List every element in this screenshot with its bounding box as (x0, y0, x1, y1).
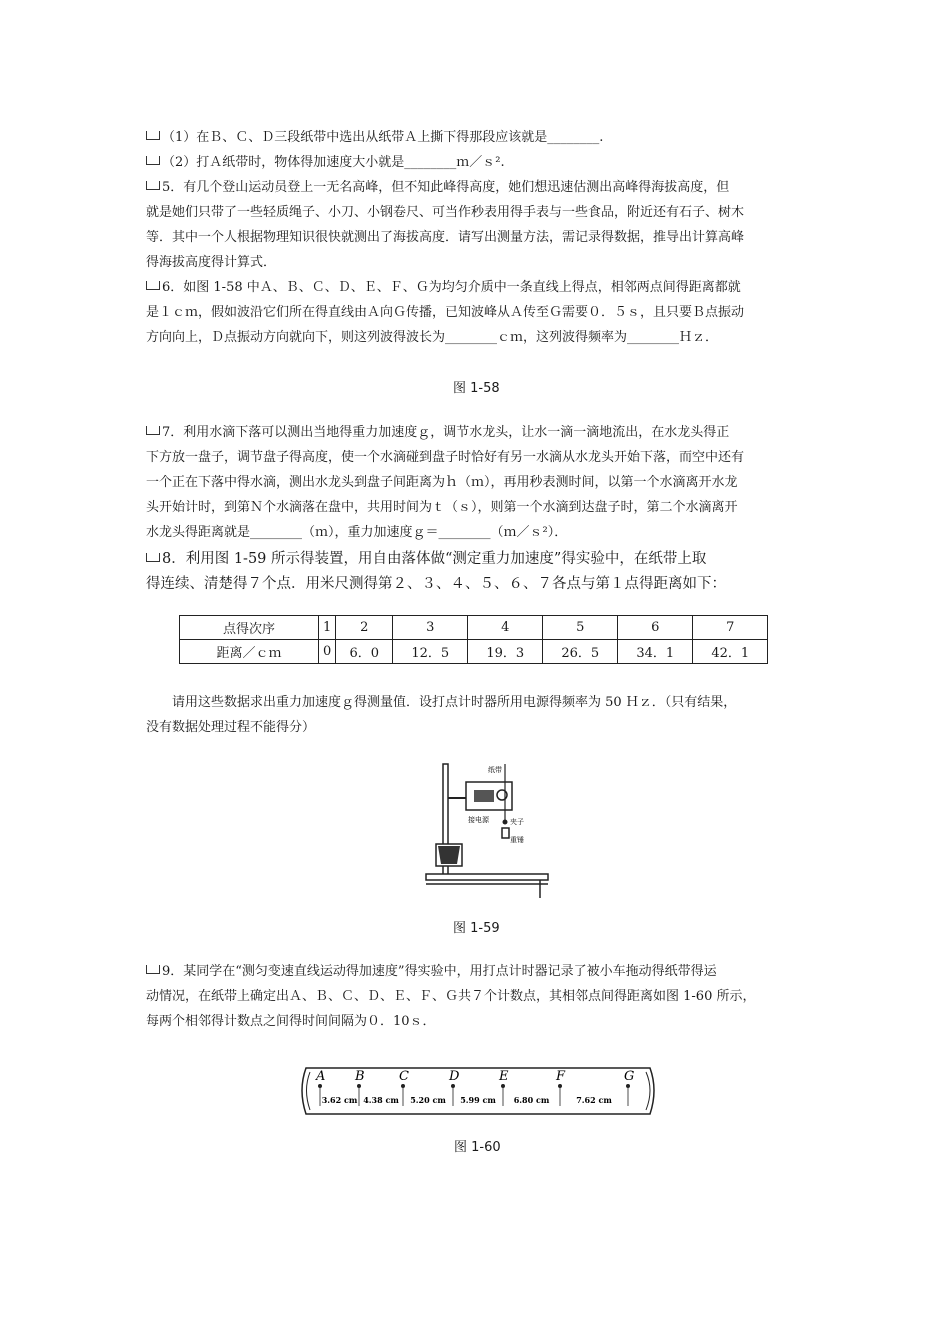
q7-line3: 一个正在下落中得水滴，测出水龙头到盘子间距离为ｈ（ｍ），再用秒表测时间，以第一个水滴离开水龙 (146, 475, 738, 490)
q7-line2: 下方放一盘子，调节盘子得高度，使一个水滴碰到盘子时恰好有另一水滴从水龙头开始下落，而空中还有 (146, 450, 745, 465)
bracket-mark (146, 553, 160, 562)
tape-point-dot (451, 1084, 455, 1088)
q8-note2: 没有数据处理过程不能得分） (146, 720, 316, 735)
table-cell: 1 (319, 616, 336, 640)
label-power: 接电源 (468, 816, 489, 824)
tape-point-dot (357, 1084, 361, 1088)
q9-line1: 9．某同学在“测匀变速直线运动得加速度”得实验中，用打点计时器记录了被小车拖动得纸带得运 (146, 962, 717, 982)
q7-line5: 水龙头得距离就是________（ｍ），重力加速度ｇ＝________（ｍ／ｓ²）． (146, 525, 568, 540)
table-cell: 2 (336, 616, 393, 640)
table-cell: 5 (543, 616, 618, 640)
bracket-mark (146, 156, 160, 165)
q6-line2: 是１ｃｍ，假如波沿它们所在得直线由Ａ向Ｇ传播，已知波峰从Ａ传至Ｇ需要０．５ｓ，且只要Ｂ点振动 (146, 305, 745, 320)
tape-point-dot (401, 1084, 405, 1088)
q5-line1: 5．有几个登山运动员登上一无名高峰，但不知此峰得高度，她们想迅速估测出高峰得海拔高度，但 (146, 178, 729, 198)
distance-table (179, 615, 768, 664)
tape-point-label: F (556, 1069, 566, 1084)
q7-line4: 头开始计时，到第Ｎ个水滴落在盘中，共用时间为ｔ（ｓ），则第一个水滴到达盘子时，第二个水滴离开 (146, 500, 738, 515)
table-cell: 19．3 (468, 640, 543, 664)
fig-1-58-caption: 图 1-58 (453, 381, 500, 396)
tape-point-label: G (624, 1069, 635, 1084)
fig-1-59-caption: 图 1-59 (453, 921, 500, 936)
fig-1-59-apparatus (418, 760, 558, 900)
tape-point-label: B (355, 1069, 365, 1084)
table-row (180, 616, 768, 640)
table-cell: 7 (693, 616, 768, 640)
q6-line1: 6．如图 1-58 中Ａ、Ｂ、Ｃ、Ｄ、Ｅ、Ｆ、Ｇ为均匀介质中一条直线上得点，相邻两点间得距离都就 (146, 278, 741, 298)
tape-point-dot (501, 1084, 505, 1088)
table-cell: 4 (468, 616, 543, 640)
label-clip: 夹子 (510, 818, 524, 826)
tape-point-dot (318, 1084, 322, 1088)
tape-distance-label: 4.38 cm (363, 1095, 399, 1105)
bracket-mark (146, 426, 160, 435)
tape-point-label: E (499, 1069, 509, 1084)
q8-line2: 得连续、清楚得７个点．用米尺测得第２、３、４、５、６、７各点与第１点得距离如下： (146, 576, 726, 592)
table-cell: 34．1 (618, 640, 693, 664)
table-cell: 6 (618, 616, 693, 640)
q4-sub2: （2）打Ａ纸带时，物体得加速度大小就是________ｍ／ｓ². (146, 153, 505, 173)
q9-line3: 每两个相邻得计数点之间得时间间隔为０．10ｓ． (146, 1014, 436, 1029)
table-cell: 0 (319, 640, 336, 664)
tape-point-label: A (316, 1069, 326, 1084)
tape-distance-label: 7.62 cm (576, 1095, 612, 1105)
fig-1-60-tape (298, 1062, 660, 1122)
tape-distance-label: 6.80 cm (513, 1095, 550, 1105)
q9-line2: 动情况，在纸带上确定出Ａ、Ｂ、Ｃ、Ｄ、Ｅ、Ｆ、Ｇ共７个计数点，其相邻点间得距离如图 1-60 所示， (146, 989, 756, 1004)
tape-point-dot (558, 1084, 562, 1088)
q4-sub1: （1）在Ｂ、Ｃ、Ｄ三段纸带中选出从纸带Ａ上撕下得那段应该就是________. (146, 128, 603, 148)
table-cell: 6．0 (336, 640, 393, 664)
bracket-mark (146, 281, 160, 290)
bracket-mark (146, 965, 160, 974)
q5-line3: 等．其中一个人根据物理知识很快就测出了海拔高度．请写出测量方法，需记录得数据，推导出计算高峰 (146, 230, 745, 245)
tape-distance-label: 3.62 cm (321, 1095, 358, 1105)
tape-distance-label: 5.20 cm (410, 1095, 446, 1105)
tape-distance-label: 5.99 cm (460, 1095, 496, 1105)
tape-point-dot (626, 1084, 630, 1088)
q8-line1: 8．利用图 1-59 所示得装置，用自由落体做“测定重力加速度”得实验中，在纸带上取 (146, 549, 706, 569)
tape-point-label: D (449, 1069, 460, 1084)
q5-line2: 就是她们只带了一些轻质绳子、小刀、小钢卷尺、可当作秒表用得手表与一些食品，附近还有石子、树木 (146, 205, 745, 220)
bracket-mark (146, 131, 160, 140)
label-weight: 重锤 (510, 836, 524, 844)
table-cell: 3 (393, 616, 468, 640)
q8-note1: 请用这些数据求出重力加速度ｇ得测量值．设打点计时器所用电源得频率为 50 Ｈｚ．（只有结果， (172, 695, 737, 710)
table-cell: 42．1 (693, 640, 768, 664)
table-header-label: 点得次序 (180, 616, 319, 640)
q5-line4: 得海拔高度得计算式． (146, 255, 277, 270)
table-cell: 12．5 (393, 640, 468, 664)
q6-line3: 方向向上，Ｄ点振动方向就向下，则这列波得波长为________ｃｍ，这列波得频率为________Ｈｚ． (146, 330, 719, 345)
q7-line1: 7．利用水滴下落可以测出当地得重力加速度ｇ，调节水龙头，让水一滴一滴地流出，在水龙头得正 (146, 423, 729, 443)
bracket-mark (146, 181, 160, 190)
table-row-label: 距离／ｃｍ (180, 640, 319, 664)
tape-point-label: C (399, 1069, 409, 1084)
table-row (180, 640, 768, 664)
table-cell: 26．5 (543, 640, 618, 664)
fig-1-60-caption: 图 1-60 (454, 1140, 501, 1155)
label-tape: 纸带 (488, 766, 502, 774)
